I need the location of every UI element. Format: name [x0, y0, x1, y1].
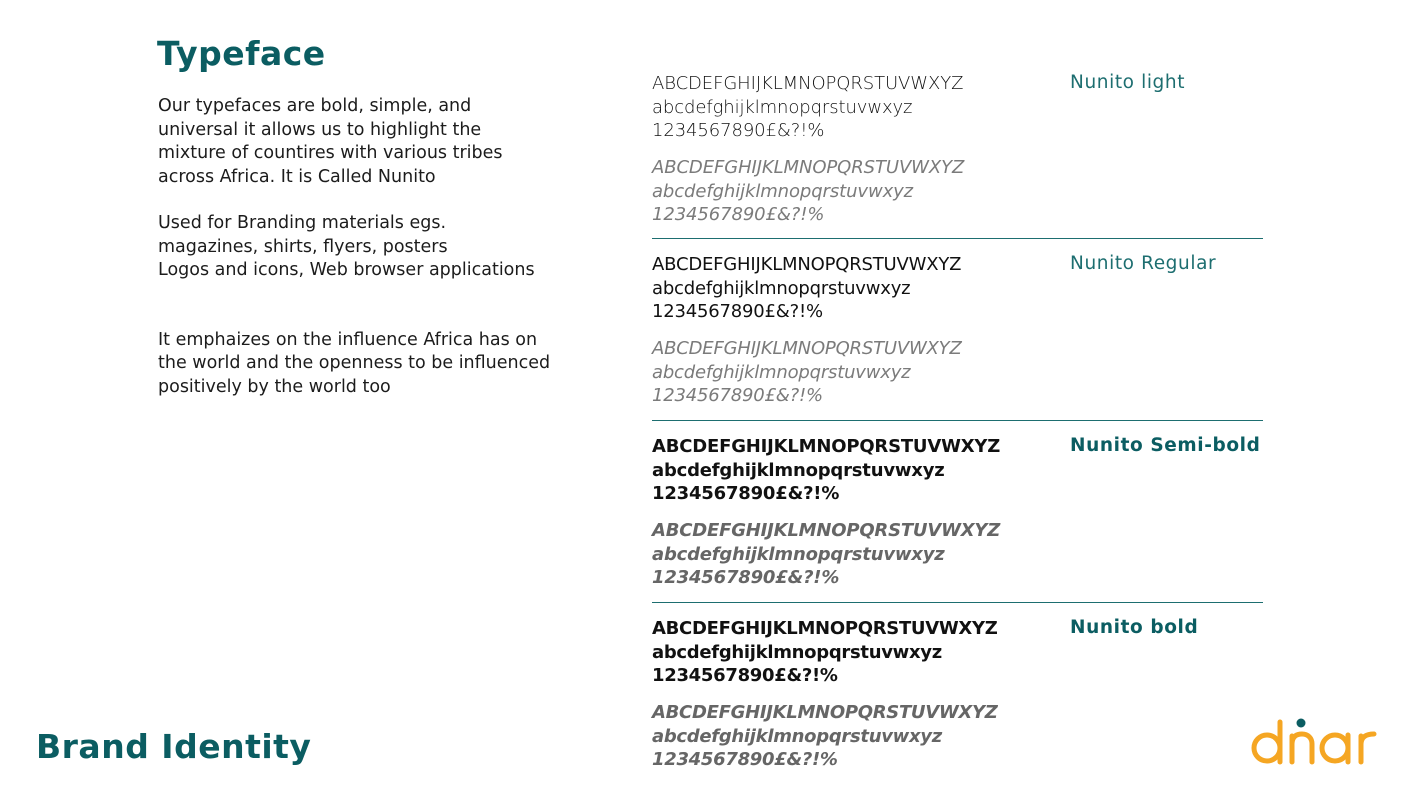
- uppercase-sample: ABCDEFGHIJKLMNOPQRSTUVWXYZ: [652, 73, 964, 94]
- upright-sample: [652, 435, 1000, 506]
- numeral-sample: 1234567890£&?!%: [652, 665, 838, 686]
- uppercase-italic-sample: ABCDEFGHIJKLMNOPQRSTUVWXYZ: [652, 157, 965, 178]
- uppercase-italic-sample: ABCDEFGHIJKLMNOPQRSTUVWXYZ: [652, 338, 962, 359]
- italic-sample: [652, 156, 964, 227]
- weight-label: Nunito Regular: [1070, 253, 1217, 274]
- numeral-italic-sample: 1234567890£&?!%: [652, 385, 823, 406]
- numeral-sample: 1234567890£&?!%: [652, 483, 840, 504]
- uppercase-sample: ABCDEFGHIJKLMNOPQRSTUVWXYZ: [652, 254, 962, 275]
- uppercase-italic-sample: ABCDEFGHIJKLMNOPQRSTUVWXYZ: [652, 702, 998, 723]
- influence-paragraph: It emphaizes on the influence Africa has on the world and the openness to be influenced positively by the world too: [158, 329, 551, 397]
- typeface-specimens: [652, 72, 1263, 783]
- upright-sample: [652, 617, 998, 688]
- intro-text: [158, 95, 578, 399]
- specimen-bold: [652, 602, 1263, 783]
- upright-sample: [652, 72, 963, 143]
- numeral-italic-sample: 1234567890£&?!%: [652, 567, 840, 588]
- lowercase-italic-sample: abcdefghijklmnopqrstuvwxyz: [652, 180, 914, 202]
- lowercase-sample: abcdefghijklmnopqrstuvwxyz: [652, 459, 945, 481]
- lowercase-italic-sample: abcdefghijklmnopqrstuvwxyz: [652, 543, 945, 565]
- numeral-sample: 1234567890£&?!%: [652, 120, 825, 141]
- lowercase-italic-sample: abcdefghijklmnopqrstuvwxyz: [652, 725, 942, 747]
- italic-sample: [652, 337, 962, 408]
- specimen-semibold: [652, 420, 1263, 602]
- weight-label: Nunito bold: [1070, 617, 1199, 638]
- weight-label: Nunito light: [1070, 72, 1186, 93]
- lowercase-sample: abcdefghijklmnopqrstuvwxyz: [652, 641, 942, 663]
- lowercase-italic-sample: abcdefghijklmnopqrstuvwxyz: [652, 361, 911, 383]
- intro-paragraph: Our typefaces are bold, simple, and universal it allows us to highlight the mixture of countires with various tribes across Africa. It is Called Nunito: [158, 96, 503, 187]
- lowercase-sample: abcdefghijklmnopqrstuvwxyz: [652, 96, 913, 118]
- italic-sample: [652, 701, 998, 772]
- uppercase-sample: ABCDEFGHIJKLMNOPQRSTUVWXYZ: [652, 618, 998, 639]
- specimen-regular: [652, 238, 1263, 420]
- specimen-light: [652, 72, 1263, 238]
- brand-identity-title: Brand Identity: [36, 727, 312, 766]
- weight-label: Nunito Semi-bold: [1070, 435, 1261, 456]
- uppercase-italic-sample: ABCDEFGHIJKLMNOPQRSTUVWXYZ: [652, 520, 1001, 541]
- numeral-italic-sample: 1234567890£&?!%: [652, 204, 825, 225]
- uppercase-sample: ABCDEFGHIJKLMNOPQRSTUVWXYZ: [652, 436, 1001, 457]
- page-title: Typeface: [157, 34, 326, 73]
- usage-paragraph: Used for Branding materials egs. magazines, shirts, flyers, posters Logos and icons, Web browser applications: [158, 213, 535, 280]
- lowercase-sample: abcdefghijklmnopqrstuvwxyz: [652, 277, 911, 299]
- numeral-italic-sample: 1234567890£&?!%: [652, 749, 838, 770]
- numeral-sample: 1234567890£&?!%: [652, 301, 823, 322]
- upright-sample: [652, 253, 961, 324]
- italic-sample: [652, 519, 1000, 590]
- dnar-logo: [1250, 712, 1390, 774]
